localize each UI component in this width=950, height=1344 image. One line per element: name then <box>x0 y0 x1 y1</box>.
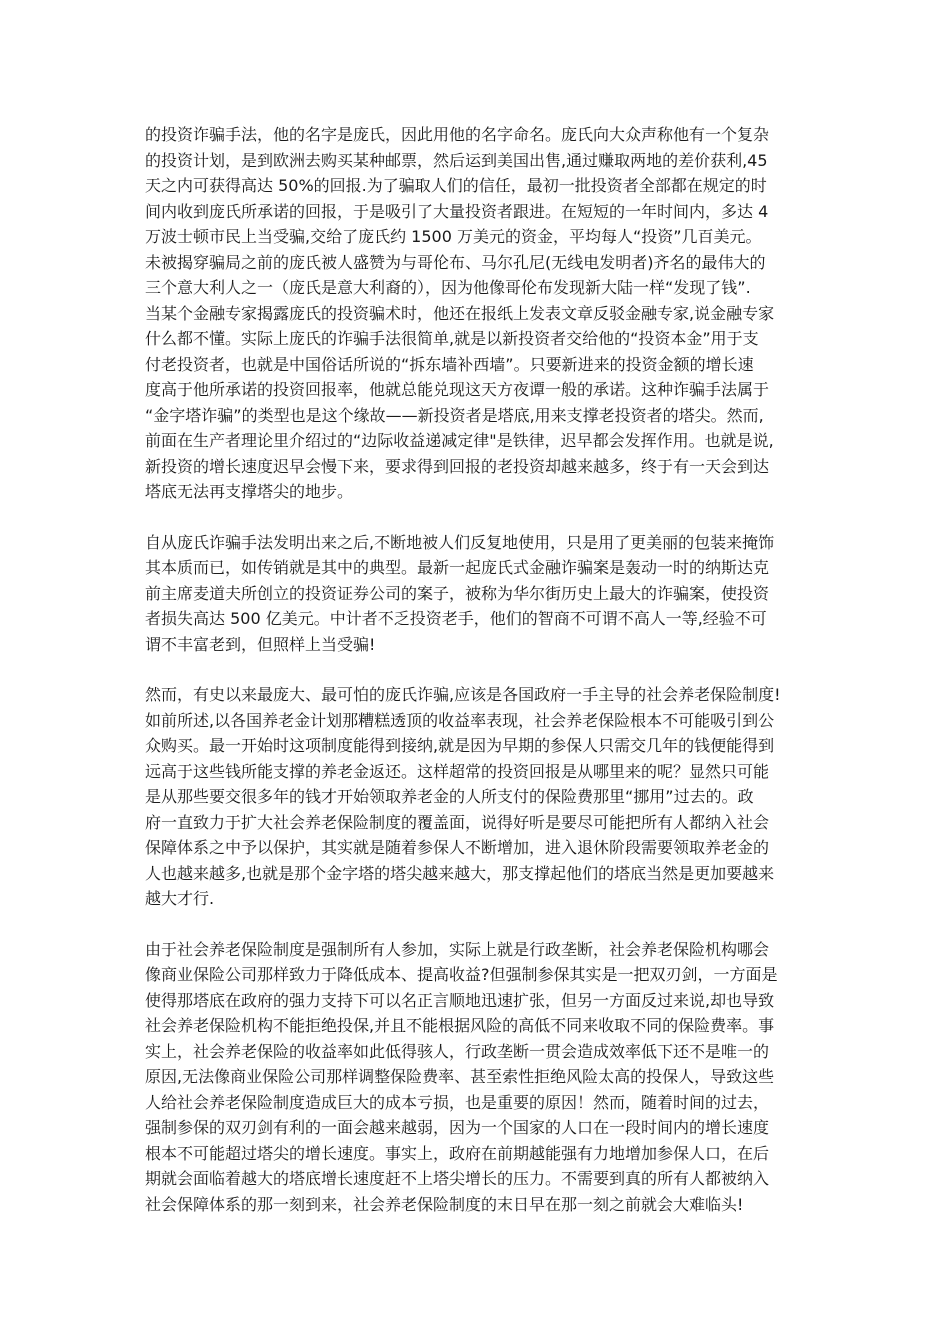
text-line: 实上，社会养老保险的收益率如此低得骇人，行政垄断一贯会造成效率低下还不是唯一的 <box>145 1041 770 1061</box>
text-line: 人也越来越多,也就是那个金字塔的塔尖越来越大，那支撑起他们的塔底当然是更加要越来 <box>145 863 775 883</box>
text-line: 然而，有史以来最庞大、最可怕的庞氏诈骗,应该是各国政府一手主导的社会养老保险制度! <box>145 685 781 704</box>
paragraph-4 <box>145 937 813 1218</box>
text-line: 前面在生产者理论里介绍过的“边际收益递减定律"是铁律，迟早都会发挥作用。也就是说, <box>145 431 774 450</box>
text-line: 人给社会养老保险制度造成巨大的成本亏损，也是重要的原因！然而，随着时间的过去， <box>145 1092 770 1112</box>
text-line: 其本质而已，如传销就是其中的典型。最新一起庞氏式金融诈骗案是轰动一时的纳斯达克 <box>145 558 770 577</box>
text-line: 保障体系之中予以保护，其实就是随着参保人不断增加，进入退休阶段需要领取养老金的 <box>145 838 770 857</box>
text-line: 社会保障体系的那一刻到来，社会养老保险制度的末日早在那一刻之前就会大难临头! <box>145 1194 744 1214</box>
text-line: 社会养老保险机构不能拒绝投保,并且不能根据风险的高低不同来收取不同的保险费率。事 <box>145 1016 775 1035</box>
text-line: 间内收到庞氏所承诺的回报，于是吸引了大量投资者跟进。在短短的一年时间内，多达 4 <box>145 201 769 221</box>
text-line: 的投资计划，是到欧洲去购买某种邮票，然后运到美国出售,通过赚取两地的差价获利,45 <box>145 150 768 170</box>
paragraph-3 <box>145 682 813 912</box>
text-line: 是从那些要交很多年的钱才开始领取养老金的人所支付的保险费那里“挪用”过去的。政 <box>145 787 754 806</box>
text-line: 什么都不懂。实际上庞氏的诈骗手法很简单,就是以新投资者交给他的“投资本金”用于支 <box>145 329 759 348</box>
text-line: 使得那塔底在政府的强力支持下可以名正言顺地迅速扩张，但另一方面反过来说,却也导致 <box>145 990 775 1010</box>
text-line: “金字塔诈骗”的类型也是这个缘故——新投资者是塔底,用来支撑老投资者的塔尖。然而, <box>145 405 764 425</box>
text-line: 府一直致力于扩大社会养老保险制度的覆盖面，说得好听是要尽可能把所有人都纳入社会 <box>145 812 770 832</box>
text-line: 付老投资者，也就是中国俗话所说的“拆东墙补西墙”。只要新进来的投资金额的增长速 <box>145 354 754 374</box>
text-line: 强制参保的双刃剑有利的一面会越来越弱，因为一个国家的人口在一段时间内的增长速度 <box>145 1118 770 1137</box>
text-line: 未被揭穿骗局之前的庞氏被人盛赞为与哥伦布、马尔孔尼(无线电发明者)齐名的最伟大的 <box>145 252 766 272</box>
text-line: 三个意大利人之一（庞氏是意大利裔的），因为他像哥伦布发现新大陆一样“发现了钱”. <box>145 278 751 297</box>
text-line: 由于社会养老保险制度是强制所有人参加，实际上就是行政垄断，社会养老保险机构哪会 <box>145 939 770 959</box>
text-line: 的投资诈骗手法，他的名字是庞氏，因此用他的名字命名。庞氏向大众声称他有一个复杂 <box>145 125 770 144</box>
text-line: 众购买。最一开始时这项制度能得到接纳,就是因为早期的参保人只需交几年的钱便能得到 <box>145 736 775 755</box>
text-line: 谓不丰富老到，但照样上当受骗! <box>145 634 376 654</box>
text-line: 原因,无法像商业保险公司那样调整保险费率、甚至索性拒绝风险太高的投保人，导致这些 <box>145 1067 775 1086</box>
text-line: 新投资的增长速度迟早会慢下来，要求得到回报的老投资却越来越多，终于有一天会到达 <box>145 456 770 476</box>
text-line: 万波士顿市民上当受骗,交给了庞氏约 1500 万美元的资金，平均每人“投资”几百美元。 <box>145 227 762 246</box>
text-line: 前主席麦道夫所创立的投资证券公司的案子，被称为华尔街历史上最大的诈骗案，使投资 <box>145 583 770 603</box>
text-line: 天之内可获得高达 50%的回报.为了骗取人们的信任，最初一批投资者全部都在规定的时 <box>145 176 767 195</box>
text-line: 自从庞氏诈骗手法发明出来之后,不断地被人们反复地使用，只是用了更美丽的包装来掩饰 <box>145 532 775 552</box>
text-line: 期就会面临着越大的塔底增长速度赶不上塔尖增长的压力。不需要到真的所有人都被纳入 <box>145 1169 770 1188</box>
text-line: 者损失高达 500 亿美元。中计者不乏投资老手，他们的智商不可谓不高人一等,经验不可 <box>145 609 767 628</box>
text-line: 远高于这些钱所能支撑的养老金返还。这样超常的投资回报是从哪里来的呢？显然只可能 <box>145 761 770 781</box>
text-line: 当某个金融专家揭露庞氏的投资骗术时，他还在报纸上发表文章反驳金融专家,说金融专家 <box>145 303 775 323</box>
paragraph-2 <box>145 530 813 658</box>
document-body <box>145 122 813 1242</box>
text-line: 如前所述,以各国养老金计划那糟糕透顶的收益率表现，社会养老保险根本不可能吸引到公 <box>145 710 775 730</box>
paragraph-1 <box>145 122 813 505</box>
text-line: 度高于他所承诺的投资回报率，他就总能兑现这天方夜谭一般的承诺。这种诈骗手法属于 <box>145 380 770 399</box>
text-line: 像商业保险公司那样致力于降低成本、提高收益?但强制参保其实是一把双刃剑，一方面是 <box>145 965 778 984</box>
text-line: 越大才行. <box>145 889 215 908</box>
text-line: 根本不可能超过塔尖的增长速度。事实上，政府在前期越能强有力地增加参保人口，在后 <box>145 1143 770 1163</box>
text-line: 塔底无法再支撑塔尖的地步。 <box>145 482 354 501</box>
